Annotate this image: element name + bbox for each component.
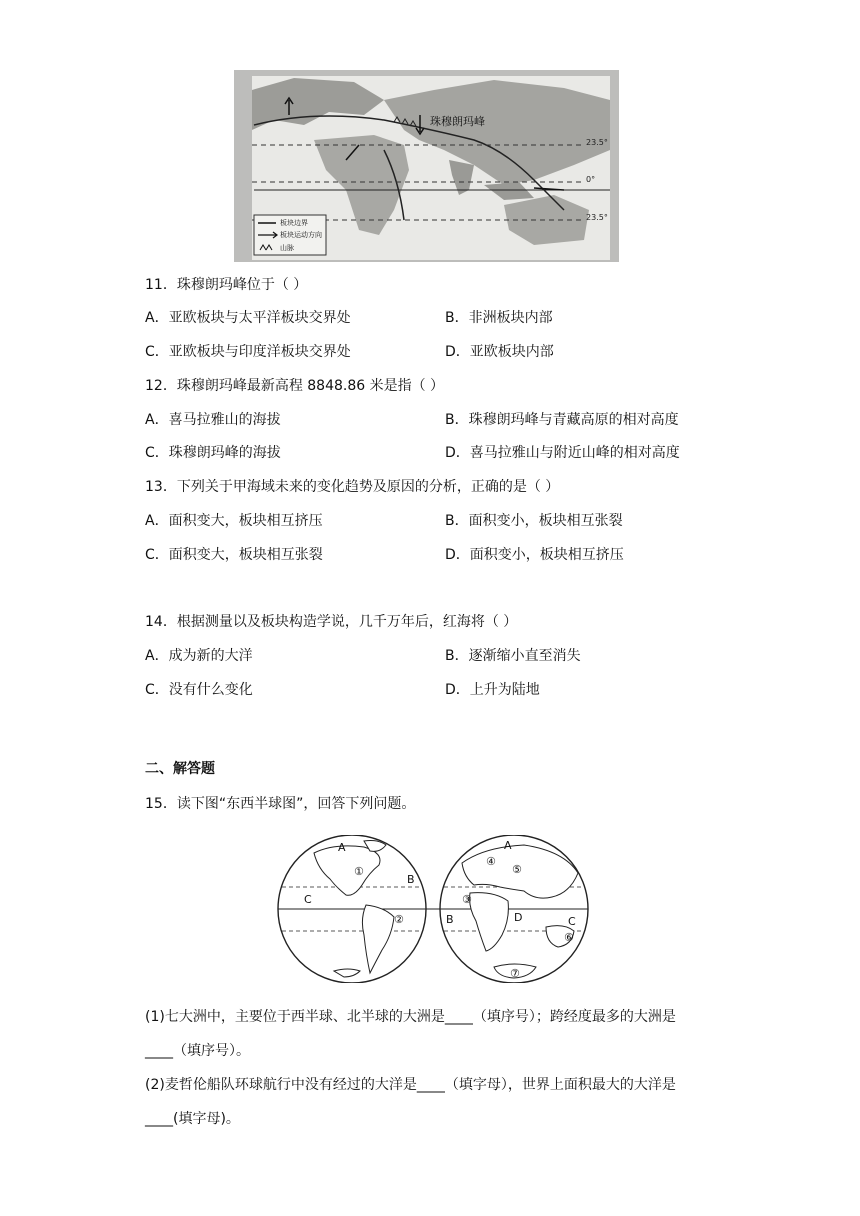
q11-option-a: A．亚欧板块与太平洋板块交界处: [145, 310, 351, 326]
west-label-2: ②: [394, 913, 404, 926]
east-label-7: ⑦: [510, 967, 520, 980]
q12-option-d: D．喜马拉雅山与附近山峰的相对高度: [445, 445, 680, 461]
legend-mountain: 山脉: [280, 244, 294, 252]
question-12-stem: 12．珠穆朗玛峰最新高程 8848.86 米是指（ ）: [145, 378, 445, 394]
east-label-c: C: [568, 915, 576, 928]
legend-direction: 板块运动方向: [280, 231, 322, 239]
plate-map-figure: [234, 70, 619, 262]
east-label-a: A: [504, 839, 512, 852]
question-11-stem: 11．珠穆朗玛峰位于（ ）: [145, 277, 308, 293]
east-label-5: ⑤: [512, 863, 522, 876]
q13-option-b: B．面积变小，板块相互张裂: [445, 513, 623, 529]
west-label-b: B: [407, 873, 415, 886]
east-label-b: B: [446, 913, 454, 926]
question-15-stem: 15．读下图“东西半球图”，回答下列问题。: [145, 796, 416, 812]
q14-option-d: D．上升为陆地: [445, 682, 540, 698]
west-label-c: C: [304, 893, 312, 906]
sub-question-2-line2: ____(填字母)。: [145, 1111, 240, 1127]
sub-question-1-line2: ____（填序号）。: [145, 1043, 250, 1059]
q14-option-c: C．没有什么变化: [145, 682, 253, 698]
east-label-3: ③: [462, 893, 472, 906]
lat-south-label: 23.5°: [586, 213, 608, 222]
q11-option-b: B．非洲板块内部: [445, 310, 553, 326]
q14-option-b: B．逐渐缩小直至消失: [445, 648, 581, 664]
q12-option-c: C．珠穆朗玛峰的海拔: [145, 445, 281, 461]
peak-label: 珠穆朗玛峰: [430, 115, 485, 128]
q12-option-a: A．喜马拉雅山的海拔: [145, 412, 281, 428]
q14-option-a: A．成为新的大洋: [145, 648, 253, 664]
sub-question-1-line1: (1)七大洲中，主要位于西半球、北半球的大洲是____（填序号）；跨经度最多的大洲是: [145, 1009, 676, 1025]
q11-option-c: C．亚欧板块与印度洋板块交界处: [145, 344, 351, 360]
hemispheres-svg: [274, 835, 594, 983]
question-13-stem: 13．下列关于甲海域未来的变化趋势及原因的分析，正确的是（ ）: [145, 479, 560, 495]
east-label-6: ⑥: [564, 931, 574, 944]
q13-option-d: D．面积变小，板块相互挤压: [445, 547, 624, 563]
west-label-1: ①: [354, 865, 364, 878]
east-label-d: D: [514, 911, 523, 924]
section-heading: 二、解答题: [145, 761, 215, 777]
q13-option-a: A．面积变大，板块相互挤压: [145, 513, 323, 529]
sub-question-2-line1: (2)麦哲伦船队环球航行中没有经过的大洋是____（填字母），世界上面积最大的大洋是: [145, 1077, 676, 1093]
legend-boundary: 板块边界: [280, 219, 308, 227]
east-label-4: ④: [486, 855, 496, 868]
lat-north-label: 23.5°: [586, 138, 608, 147]
q12-option-b: B．珠穆朗玛峰与青藏高原的相对高度: [445, 412, 679, 428]
lat-equator-label: 0°: [586, 175, 596, 184]
hemispheres-figure: [274, 835, 594, 983]
q13-option-c: C．面积变大，板块相互张裂: [145, 547, 323, 563]
q11-option-d: D．亚欧板块内部: [445, 344, 554, 360]
question-14-stem: 14．根据测量以及板块构造学说，几千万年后，红海将（ ）: [145, 614, 518, 630]
west-label-a: A: [338, 841, 346, 854]
